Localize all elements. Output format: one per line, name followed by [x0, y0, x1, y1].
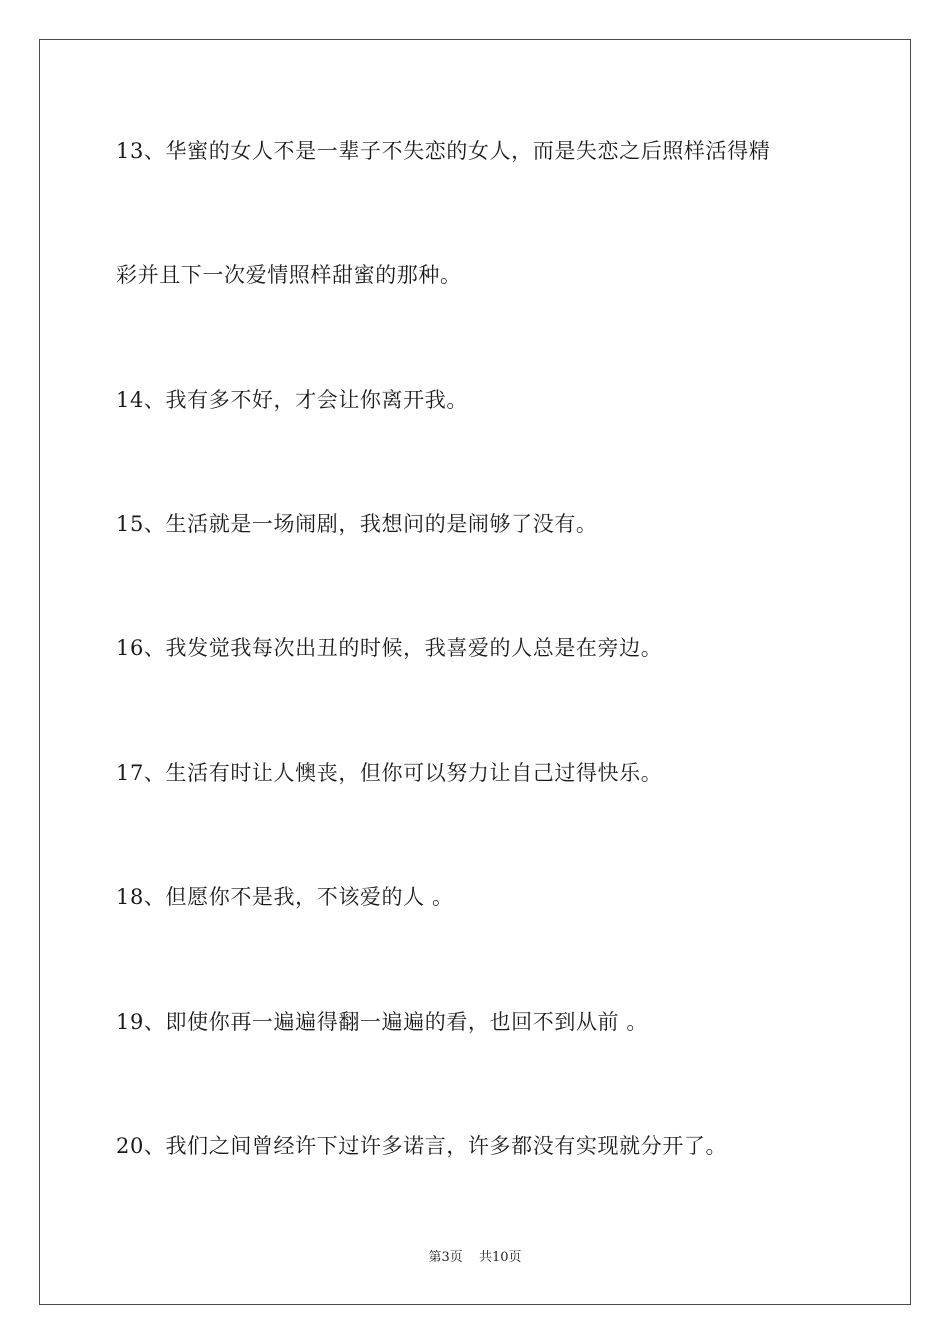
- text-line-13: 13、华蜜的女人不是一辈子不失恋的女人，而是失恋之后照样活得精: [116, 139, 771, 163]
- page-border: [39, 39, 911, 1305]
- text-line-13-continued: 彩并且下一次爱情照样甜蜜的那种。: [116, 263, 462, 287]
- current-page-number: 第3页: [428, 1250, 463, 1265]
- page-footer: [0, 1249, 950, 1267]
- text-line-18: 18、但愿你不是我，不该爱的人 。: [116, 885, 454, 909]
- text-line-16: 16、我发觉我每次出丑的时候，我喜爱的人总是在旁边。: [116, 636, 663, 660]
- text-line-17: 17、生活有时让人懊丧，但你可以努力让自己过得快乐。: [116, 761, 663, 785]
- text-line-20: 20、我们之间曾经许下过许多诺言，许多都没有实现就分开了。: [116, 1134, 728, 1158]
- total-pages: 共10页: [478, 1250, 522, 1265]
- text-line-19: 19、即使你再一遍遍得翻一遍遍的看，也回不到从前 。: [116, 1010, 648, 1034]
- text-line-14: 14、我有多不好，才会让你离开我。: [116, 388, 468, 412]
- text-line-15: 15、生活就是一场闹剧，我想问的是闹够了没有。: [116, 512, 598, 536]
